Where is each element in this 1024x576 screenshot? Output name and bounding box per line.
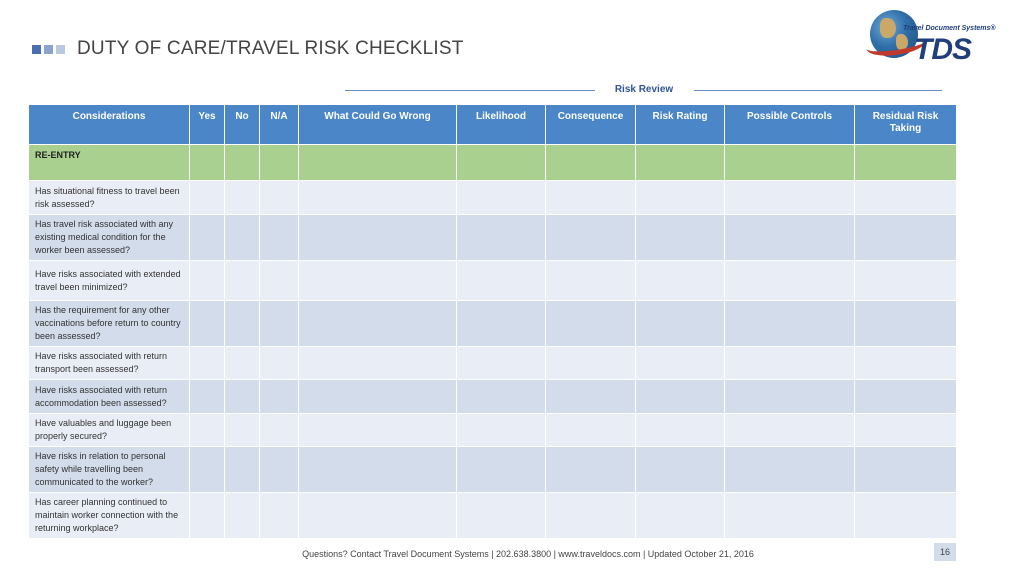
table-cell[interactable]: [725, 145, 855, 181]
table-cell[interactable]: [299, 380, 457, 414]
table-cell[interactable]: [636, 380, 725, 414]
table-cell[interactable]: [225, 493, 260, 539]
table-cell[interactable]: [225, 414, 260, 447]
table-cell[interactable]: [260, 261, 299, 301]
section-label: RE-ENTRY: [29, 145, 190, 181]
table-cell[interactable]: [260, 301, 299, 347]
table-row: [29, 261, 957, 301]
table-cell[interactable]: [636, 215, 725, 261]
table-cell[interactable]: [546, 181, 636, 215]
table-cell[interactable]: [225, 261, 260, 301]
table-cell[interactable]: [636, 261, 725, 301]
table-cell[interactable]: [225, 145, 260, 181]
table-cell[interactable]: [299, 493, 457, 539]
table-row: [29, 380, 957, 414]
column-header: Consequence: [546, 105, 636, 145]
table-cell[interactable]: [299, 301, 457, 347]
risk-checklist-table: [28, 104, 957, 539]
table-cell[interactable]: [457, 414, 546, 447]
table-cell[interactable]: [457, 181, 546, 215]
table-cell[interactable]: [260, 414, 299, 447]
table-cell[interactable]: [225, 181, 260, 215]
column-header: Yes: [190, 105, 225, 145]
table-cell[interactable]: [260, 215, 299, 261]
table-cell[interactable]: [636, 301, 725, 347]
table-row: [29, 414, 957, 447]
column-header: Residual Risk Taking: [855, 105, 957, 145]
table-cell[interactable]: [725, 493, 855, 539]
consideration-cell: Have valuables and luggage been properly secured?: [29, 414, 190, 447]
table-cell[interactable]: [225, 347, 260, 380]
table-cell[interactable]: [855, 380, 957, 414]
footer-contact: Questions? Contact Travel Document Systems | 202.638.3800 | www.traveldocs.com | Updated October 21, 2016: [302, 549, 754, 559]
logo-mark: TDS: [914, 33, 971, 66]
table-cell[interactable]: [546, 215, 636, 261]
table-cell[interactable]: [457, 347, 546, 380]
table-cell[interactable]: [855, 347, 957, 380]
table-cell[interactable]: [855, 447, 957, 493]
table-cell[interactable]: [225, 215, 260, 261]
table-cell[interactable]: [725, 181, 855, 215]
table-cell[interactable]: [636, 493, 725, 539]
consideration-cell: Have risks associated with return accommodation been assessed?: [29, 380, 190, 414]
table-row: [29, 215, 957, 261]
table-cell[interactable]: [725, 301, 855, 347]
table-cell[interactable]: [190, 414, 225, 447]
consideration-cell: Has situational fitness to travel been risk assessed?: [29, 181, 190, 215]
table-cell[interactable]: [855, 301, 957, 347]
table-cell[interactable]: [725, 447, 855, 493]
table-cell[interactable]: [725, 414, 855, 447]
column-header: Considerations: [29, 105, 190, 145]
table-cell[interactable]: [190, 301, 225, 347]
table-cell[interactable]: [457, 215, 546, 261]
table-cell[interactable]: [260, 347, 299, 380]
table-cell[interactable]: [855, 145, 957, 181]
table-cell[interactable]: [546, 493, 636, 539]
logo-tagline: Travel Document Systems®: [903, 25, 996, 32]
column-header: N/A: [260, 105, 299, 145]
table-cell[interactable]: [546, 301, 636, 347]
table-cell[interactable]: [190, 215, 225, 261]
table-cell[interactable]: [190, 380, 225, 414]
table-cell[interactable]: [636, 347, 725, 380]
table-cell[interactable]: [636, 414, 725, 447]
table-cell[interactable]: [636, 181, 725, 215]
consideration-cell: Have risks associated with extended travel been minimized?: [29, 261, 190, 301]
table-cell[interactable]: [190, 447, 225, 493]
table-cell[interactable]: [260, 380, 299, 414]
table-cell[interactable]: [855, 261, 957, 301]
table-cell[interactable]: [299, 447, 457, 493]
risk-review-rule-left: [345, 90, 595, 91]
table-cell[interactable]: [725, 261, 855, 301]
table-cell[interactable]: [457, 261, 546, 301]
table-row: [29, 181, 957, 215]
table-cell[interactable]: [546, 380, 636, 414]
table-cell[interactable]: [299, 181, 457, 215]
table-cell[interactable]: [225, 380, 260, 414]
table-cell[interactable]: [546, 347, 636, 380]
consideration-cell: Has the requirement for any other vaccinations before return to country been assessed?: [29, 301, 190, 347]
table-cell[interactable]: [546, 261, 636, 301]
table-cell[interactable]: [855, 414, 957, 447]
table-cell[interactable]: [725, 215, 855, 261]
table-cell[interactable]: [546, 447, 636, 493]
table-cell[interactable]: [855, 181, 957, 215]
table-cell[interactable]: [457, 145, 546, 181]
column-header: Likelihood: [457, 105, 546, 145]
table-row: [29, 347, 957, 380]
table-cell[interactable]: [190, 181, 225, 215]
title-square-icon: [32, 45, 41, 54]
table-cell[interactable]: [546, 145, 636, 181]
table-cell[interactable]: [457, 301, 546, 347]
table-cell[interactable]: [299, 414, 457, 447]
tds-logo: [870, 8, 995, 66]
consideration-cell: Has career planning continued to maintain worker connection with the returning workplace?: [29, 493, 190, 539]
table-cell[interactable]: [457, 447, 546, 493]
table-cell[interactable]: [260, 447, 299, 493]
column-header: Possible Controls: [725, 105, 855, 145]
table-row: [29, 493, 957, 539]
table-cell[interactable]: [299, 215, 457, 261]
table-cell[interactable]: [299, 261, 457, 301]
section-row: [29, 145, 957, 181]
risk-review-rule-right: [694, 90, 942, 91]
column-header: Risk Rating: [636, 105, 725, 145]
table-cell[interactable]: [260, 181, 299, 215]
table-row: [29, 301, 957, 347]
table-cell[interactable]: [190, 493, 225, 539]
table-cell[interactable]: [190, 261, 225, 301]
consideration-cell: Have risks associated with return transport been assessed?: [29, 347, 190, 380]
table-cell[interactable]: [725, 347, 855, 380]
table-cell[interactable]: [260, 493, 299, 539]
title-bar: [32, 36, 464, 62]
table-cell[interactable]: [260, 145, 299, 181]
table-cell[interactable]: [225, 301, 260, 347]
table-cell[interactable]: [636, 145, 725, 181]
table-cell[interactable]: [457, 380, 546, 414]
table-cell[interactable]: [725, 380, 855, 414]
page-number: 16: [934, 543, 956, 561]
table-cell[interactable]: [636, 447, 725, 493]
column-header: No: [225, 105, 260, 145]
table-cell[interactable]: [546, 414, 636, 447]
table-cell[interactable]: [855, 215, 957, 261]
table-cell[interactable]: [225, 447, 260, 493]
table-header-row: [29, 105, 957, 145]
table-cell[interactable]: [299, 145, 457, 181]
title-square-icon: [56, 45, 65, 54]
table-cell[interactable]: [190, 347, 225, 380]
table-row: [29, 447, 957, 493]
table-cell[interactable]: [190, 145, 225, 181]
column-header: What Could Go Wrong: [299, 105, 457, 145]
table-cell[interactable]: [855, 493, 957, 539]
table-cell[interactable]: [457, 493, 546, 539]
title-square-icon: [44, 45, 53, 54]
risk-review-label: Risk Review: [614, 84, 674, 95]
table-cell[interactable]: [299, 347, 457, 380]
consideration-cell: Has travel risk associated with any existing medical condition for the worker been assessed?: [29, 215, 190, 261]
page-title: DUTY OF CARE/TRAVEL RISK CHECKLIST: [77, 38, 464, 59]
consideration-cell: Have risks in relation to personal safety while travelling been communicated to the worker?: [29, 447, 190, 493]
